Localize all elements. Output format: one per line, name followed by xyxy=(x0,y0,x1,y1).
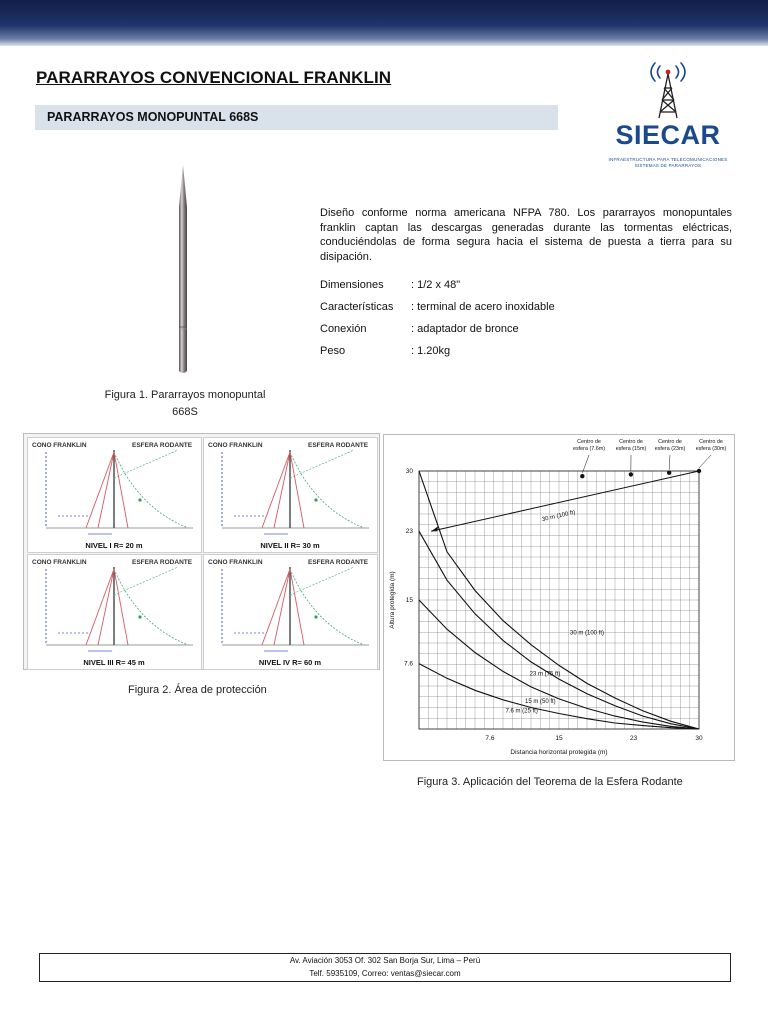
page-title: PARARRAYOS CONVENCIONAL FRANKLIN xyxy=(36,68,392,87)
figure-2-caption: Figura 2. Área de protección xyxy=(128,684,267,696)
lightning-rod-image xyxy=(168,165,198,375)
sphere-radius-line xyxy=(290,450,354,478)
logo-wordmark: SIECAR xyxy=(615,120,721,150)
sphere-center-dot xyxy=(138,615,141,618)
protection-area-figure xyxy=(23,433,380,670)
spec-row: Características : terminal de acero inoxidable xyxy=(320,301,555,313)
logo-tagline-2: SISTEMAS DE PARARRAYOS xyxy=(634,163,702,168)
sphere-arc xyxy=(290,569,364,645)
x-tick-label: 23 xyxy=(630,735,638,742)
sphere-center-leader xyxy=(582,455,589,473)
sphere-center-leader xyxy=(699,455,711,468)
y-tick-label: 30 xyxy=(405,468,413,475)
product-description: Diseño conforme norma americana NFPA 780. Los pararrayos monopuntales franklin captan las descargas generadas durante las tormentas eléctricas, conduciéndolas de forma segura hacia el sistema de puesta a tierra para su disipación. xyxy=(320,207,732,263)
figure-1-caption: Figura 1. Pararrayos monopuntal 668S xyxy=(104,389,266,418)
cone-label: CONO FRANKLIN xyxy=(32,442,87,449)
sphere-arc xyxy=(114,452,188,528)
protection-panel-diagram xyxy=(204,438,377,552)
cone-lines xyxy=(262,452,304,528)
sphere-radius-line xyxy=(114,450,178,478)
sphere-label: ESFERA RODANTE xyxy=(132,559,193,566)
protection-panel-level-2 xyxy=(203,437,378,553)
sphere-center-label: Centro de esfera (7.6m) xyxy=(572,439,606,452)
sphere-center-dot xyxy=(314,498,317,501)
logo-tagline-1: INFRAESTRUCTURA PARA TELECOMUNICACIONES xyxy=(608,157,728,162)
sphere-center-label: Centro de esfera (23m) xyxy=(654,439,686,452)
sphere-arc xyxy=(290,452,364,528)
footer-contact: Telf. 5935109, Correo: ventas@siecar.com xyxy=(309,969,461,978)
footer-box xyxy=(39,953,731,982)
cone-label: CONO FRANKLIN xyxy=(208,442,263,449)
protection-panel-diagram xyxy=(28,555,201,669)
radius-label: 30 m (100 ft) xyxy=(541,509,577,524)
protection-panel-diagram xyxy=(28,438,201,552)
level-label: NIVEL III R= 45 m xyxy=(83,658,145,667)
y-tick-label: 7.6 xyxy=(403,660,413,668)
protection-panel-level-4 xyxy=(203,554,378,670)
x-tick-label: 7.6 xyxy=(485,735,495,742)
y-tick-label: 23 xyxy=(405,528,413,536)
sphere-center-point xyxy=(629,472,633,476)
series-label: 15 m (50 ft) xyxy=(524,699,556,706)
spec-row: Peso : 1.20kg xyxy=(320,345,451,357)
x-tick-label: 15 xyxy=(555,735,563,742)
sphere-center-label: Centro de esfera (30m) xyxy=(695,439,727,452)
arrow-head xyxy=(431,526,438,531)
sphere-center-leader xyxy=(669,455,670,470)
y-axis-title: Altura protegida (m) xyxy=(389,571,396,629)
product-subtitle: PARARRAYOS MONOPUNTAL 668S xyxy=(47,110,259,124)
sphere-center-point xyxy=(580,474,584,478)
sphere-center-dot xyxy=(138,498,141,501)
figure-3-caption: Figura 3. Aplicación del Teorema de la Esfera Rodante xyxy=(417,776,683,788)
spec-row: Dimensiones : 1/2 x 48" xyxy=(320,279,461,291)
siecar-logo xyxy=(598,60,738,172)
footer-address: Av. Aviación 3053 Of. 302 San Borja Sur, Lima – Perú xyxy=(289,956,481,965)
x-tick-label: 30 xyxy=(695,735,703,742)
header-band xyxy=(0,0,768,46)
sphere-center-dot xyxy=(314,615,317,618)
sphere-center-point xyxy=(697,469,701,473)
series-label: 30 m (100 ft) xyxy=(569,630,605,637)
cone-lines xyxy=(262,569,304,645)
sphere-center-label: Centro de esfera (15m) xyxy=(615,439,647,452)
sphere-label: ESFERA RODANTE xyxy=(308,442,369,449)
cone-lines xyxy=(86,452,128,528)
sphere-label: ESFERA RODANTE xyxy=(132,442,193,449)
sphere-label: ESFERA RODANTE xyxy=(308,559,369,566)
level-label: NIVEL IV R= 60 m xyxy=(258,658,322,667)
rolling-sphere-chart xyxy=(383,434,735,761)
radius-arrow-line xyxy=(431,471,699,531)
sphere-arc xyxy=(114,569,188,645)
spec-row: Conexión : adaptador de bronce xyxy=(320,323,519,335)
cone-label: CONO FRANKLIN xyxy=(32,559,87,566)
sphere-center-point xyxy=(667,471,671,475)
level-label: NIVEL II R= 30 m xyxy=(260,541,320,550)
series-label: 23 m (75 ft) xyxy=(529,671,561,678)
protection-panel-level-3 xyxy=(27,554,202,670)
y-tick-label: 15 xyxy=(405,597,413,604)
cone-lines xyxy=(86,569,128,645)
series-label: 7.6 m (25 ft) xyxy=(505,708,538,715)
sphere-radius-line xyxy=(114,567,178,595)
protection-panel-level-1 xyxy=(27,437,202,553)
sphere-radius-line xyxy=(290,567,354,595)
protection-panel-diagram xyxy=(204,555,377,669)
x-axis-title: Distancia horizontal protegida (m) xyxy=(510,749,608,756)
level-label: NIVEL I R= 20 m xyxy=(85,541,143,550)
cone-label: CONO FRANKLIN xyxy=(208,559,263,566)
subtitle-bar xyxy=(35,105,558,130)
antenna-tower-icon xyxy=(598,60,738,120)
spec-table xyxy=(320,279,555,367)
